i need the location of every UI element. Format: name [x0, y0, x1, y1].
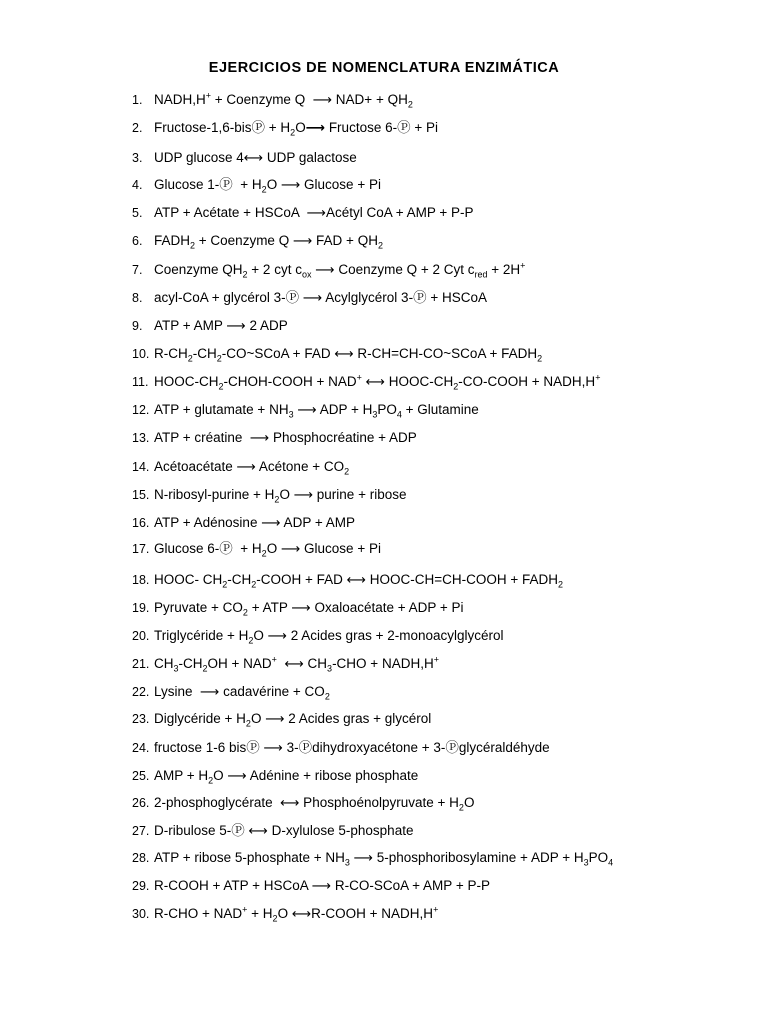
exercise-item [132, 656, 439, 672]
exercise-item [132, 515, 355, 531]
exercise-item [132, 768, 418, 784]
exercise-number: 20. [132, 629, 150, 643]
exercise-item [132, 572, 563, 588]
reaction-equation: Lysine ⟶ cadavérine + $CO_2$ [154, 684, 330, 702]
reaction-equation: fructose 1-6 bisⓅ ⟶ 3-Ⓟdihydroxyacétone + 3-Ⓟglycéraldéhyde [154, 740, 550, 755]
exercise-item [132, 795, 474, 811]
exercise-number: 6. [132, 234, 143, 248]
reaction-equation: Fructose-1,6-bisⓅ + $H_2O⟶$ Fructose 6-Ⓟ + Pi [154, 120, 438, 138]
reaction-equation: Pyruvate + $CO_2$ + ATP ⟶ Oxaloacétate + ADP + Pi [154, 600, 464, 618]
reaction-equation: Diglycéride + $H_2O$ ⟶ 2 Acides gras + glycérol [154, 711, 432, 729]
reaction-equation: $FADH_2$ + Coenzyme Q ⟶ FAD + $QH_2$ [154, 233, 383, 251]
reaction-equation: AMP + $H_2O$ ⟶ Adénine + ribose phosphate [154, 768, 419, 786]
exercise-item [132, 459, 349, 475]
exercise-item [132, 878, 490, 894]
reaction-equation: ATP + Adénosine ⟶ ADP + AMP [154, 515, 355, 530]
exercise-item [132, 684, 330, 700]
exercise-number: 23. [132, 712, 150, 726]
reaction-equation: $CH_3-CH_2OH + NAD^+$ ⟷ $CH_3$-CHO + NADH,H+ [154, 654, 439, 674]
exercise-number: 15. [132, 488, 150, 502]
reaction-equation: ATP + AMP ⟶ 2 ADP [154, 318, 288, 333]
exercise-number: 18. [132, 573, 150, 587]
exercise-item [132, 600, 464, 616]
exercise-number: 27. [132, 824, 150, 838]
exercise-item [132, 906, 438, 922]
exercise-item [132, 711, 431, 727]
exercise-item [132, 823, 413, 839]
exercise-item [132, 290, 487, 306]
exercise-number: 24. [132, 741, 150, 755]
exercise-item [132, 150, 357, 166]
reaction-equation: Triglycéride + $H_2O$ ⟶ 2 Acides gras + 2-monoacylglycérol [154, 628, 504, 646]
exercise-item [132, 233, 383, 249]
exercise-item [132, 430, 417, 446]
exercise-item [132, 402, 479, 418]
exercise-number: 21. [132, 657, 150, 671]
exercise-number: 9. [132, 319, 143, 333]
exercise-number: 17. [132, 542, 150, 556]
exercise-number: 19. [132, 601, 150, 615]
reaction-equation: 2-phosphoglycérate ⟷ Phosphoénolpyruvate + $H_2O$ [154, 795, 475, 813]
exercise-number: 11. [132, 375, 149, 389]
reaction-equation: acyl-CoA + glycérol 3-Ⓟ ⟶ Acylglycérol 3-Ⓟ + HSCoA [154, 290, 487, 305]
exercise-number: 22. [132, 685, 150, 699]
exercise-number: 12. [132, 403, 150, 417]
exercise-item [132, 346, 542, 362]
reaction-equation: NADH,H+ + Coenzyme Q ⟶ $NAD+ + QH_2$ [154, 90, 413, 110]
reaction-equation: R-COOH + ATP + HSCoA ⟶ R-CO-SCoA + AMP + P-P [154, 878, 490, 893]
exercise-number: 7. [132, 263, 143, 277]
exercise-item [132, 487, 406, 503]
reaction-equation: D-ribulose 5-Ⓟ ⟷ D-xylulose 5-phosphate [154, 823, 414, 838]
exercise-number: 4. [132, 178, 143, 192]
exercise-item [132, 541, 381, 557]
reaction-equation: HOOC- $CH_2-CH_2$-COOH + FAD ⟷ HOOC-CH=CH-COOH + $FADH_2$ [154, 572, 564, 590]
exercise-number: 10. [132, 347, 150, 361]
exercise-number: 2. [132, 121, 143, 135]
exercise-number: 13. [132, 431, 150, 445]
page-title: EJERCICIOS DE NOMENCLATURA ENZIMÁTICA [208, 60, 560, 76]
exercise-number: 28. [132, 851, 150, 865]
reaction-equation: Glucose 6-Ⓟ + $H_2O$ ⟶ Glucose + Pi [154, 541, 381, 559]
exercise-number: 8. [132, 291, 143, 305]
exercise-item [132, 205, 474, 221]
exercise-item [132, 740, 550, 756]
reaction-equation: ATP + glutamate + $NH_3$ ⟶ ADP + $H_3PO_4$ + Glutamine [154, 402, 479, 420]
exercise-number: 3. [132, 151, 143, 165]
exercise-number: 1. [132, 93, 143, 107]
exercise-item [132, 628, 504, 644]
exercise-number: 29. [132, 879, 150, 893]
exercise-number: 26. [132, 796, 150, 810]
exercise-number: 16. [132, 516, 150, 530]
exercise-item [132, 120, 438, 136]
reaction-equation: ATP + créatine ⟶ Phosphocréatine + ADP [154, 430, 417, 445]
reaction-equation: HOOC-$CH_2-CHOH$-COOH + NAD+ ⟷ HOOC-$CH_2-CO$-COOH + NADH,H+ [154, 372, 601, 392]
reaction-equation: $R-CHO + NAD^+ + H_2O$ ⟷R-COOH + NADH,H+ [154, 904, 439, 924]
reaction-equation: UDP glucose 4⟷ UDP galactose [154, 150, 357, 165]
reaction-equation: Acétoacétate ⟶ Acétone + $CO_2$ [154, 459, 350, 477]
exercise-item [132, 262, 525, 278]
exercise-item [132, 374, 600, 390]
exercise-item [132, 318, 288, 334]
exercise-item [132, 850, 613, 866]
reaction-equation: Glucose 1-Ⓟ + $H_2O$ ⟶ Glucose + Pi [154, 177, 381, 195]
exercise-number: 14. [132, 460, 150, 474]
reaction-equation: Coenzyme $QH_2 + 2$ cyt $c_{ox}$ ⟶ Coenzyme Q + 2 Cyt $c_{red} + 2H^+$ [154, 260, 526, 280]
exercise-number: 5. [132, 206, 143, 220]
reaction-equation: ATP + Acétate + HSCoA ⟶Acétyl CoA + AMP + P-P [154, 205, 474, 220]
exercise-number: 25. [132, 769, 150, 783]
reaction-equation: N-ribosyl-purine + $H_2O$ ⟶ purine + ribose [154, 487, 407, 505]
exercise-item [132, 177, 381, 193]
reaction-equation: $R-CH_2-CH_2-CO\sim SCoA$ + FAD ⟷ R-CH=CH-CO~SCoA + $FADH_2$ [154, 346, 543, 364]
exercise-number: 30. [132, 907, 150, 921]
exercise-item [132, 92, 413, 108]
reaction-equation: ATP + ribose 5-phosphate + $NH_3$ ⟶ 5-phosphoribosylamine + ADP + $H_3PO_4$ [154, 850, 614, 868]
